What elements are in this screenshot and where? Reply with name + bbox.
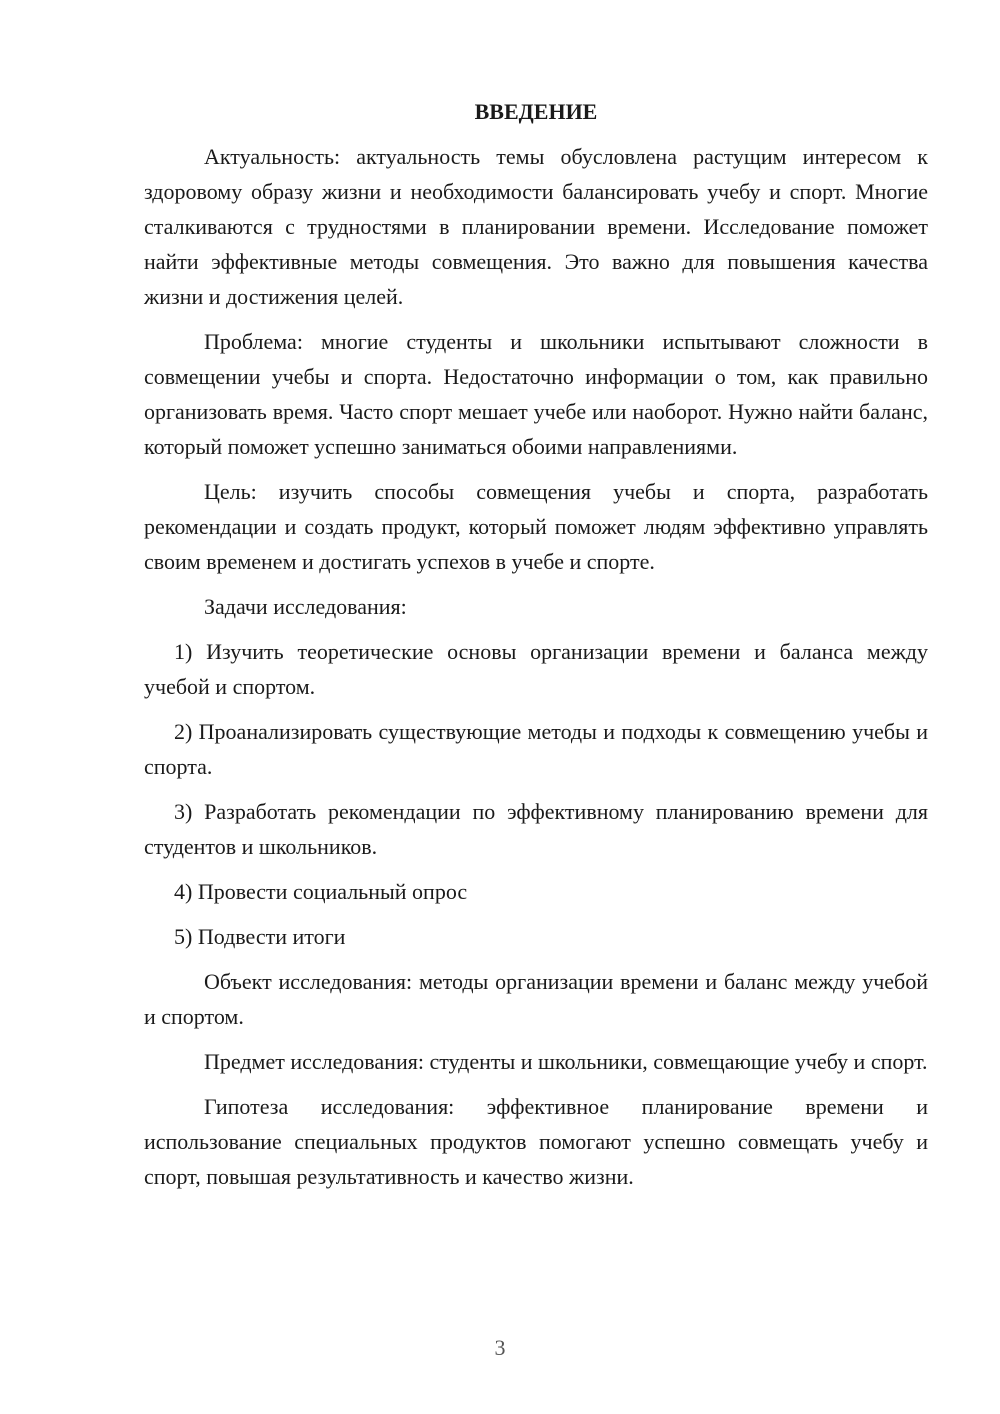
task-item: 4) Провести социальный опрос	[174, 879, 468, 904]
document-body	[144, 94, 928, 1204]
problem-paragraph: Проблема: многие студенты и школьники испытывают сложности в совмещении учебы и спорта. Недостаточно информации о том, как правильно организовать время. Часто спорт мешает учебе или наоборот. Нужно найти баланс, который поможет успешно заниматься обоими направлениями.	[144, 329, 928, 459]
goal-paragraph: Цель: изучить способы совмещения учебы и спорта, разработать рекомендации и создать продукт, который поможет людям эффективно управлять своим временем и достигать успехов в учебе и спорте.	[144, 479, 928, 574]
page-title: ВВЕДЕНИЕ	[474, 99, 598, 124]
page-number: 3	[494, 1335, 506, 1360]
relevance-paragraph: Актуальность: актуальность темы обусловлена растущим интересом к здоровому образу жизни и необходимости балансировать учебу и спорт. Многие сталкиваются с трудностями в планировании времени. Исследование поможет найти эффективные методы совмещения. Это важно для повышения качества жизни и достижения целей.	[144, 144, 928, 309]
object-paragraph: Объект исследования: методы организации времени и баланс между учебой и спортом.	[144, 969, 928, 1029]
subject-paragraph: Предмет исследования: студенты и школьники, совмещающие учебу и спорт.	[204, 1049, 928, 1074]
task-item: 2) Проанализировать существующие методы и подходы к совмещению учебы и спорта.	[144, 719, 928, 779]
task-item: 1) Изучить теоретические основы организации времени и баланса между учебой и спортом.	[144, 639, 928, 699]
task-item: 5) Подвести итоги	[174, 924, 346, 949]
tasks-title: Задачи исследования:	[204, 594, 407, 619]
task-item: 3) Разработать рекомендации по эффективному планированию времени для студентов и школьников.	[144, 799, 928, 859]
hypothesis-paragraph: Гипотеза исследования: эффективное планирование времени и использование специальных продуктов помогают успешно совмещать учебу и спорт, повышая результативность и качество жизни.	[144, 1094, 928, 1189]
